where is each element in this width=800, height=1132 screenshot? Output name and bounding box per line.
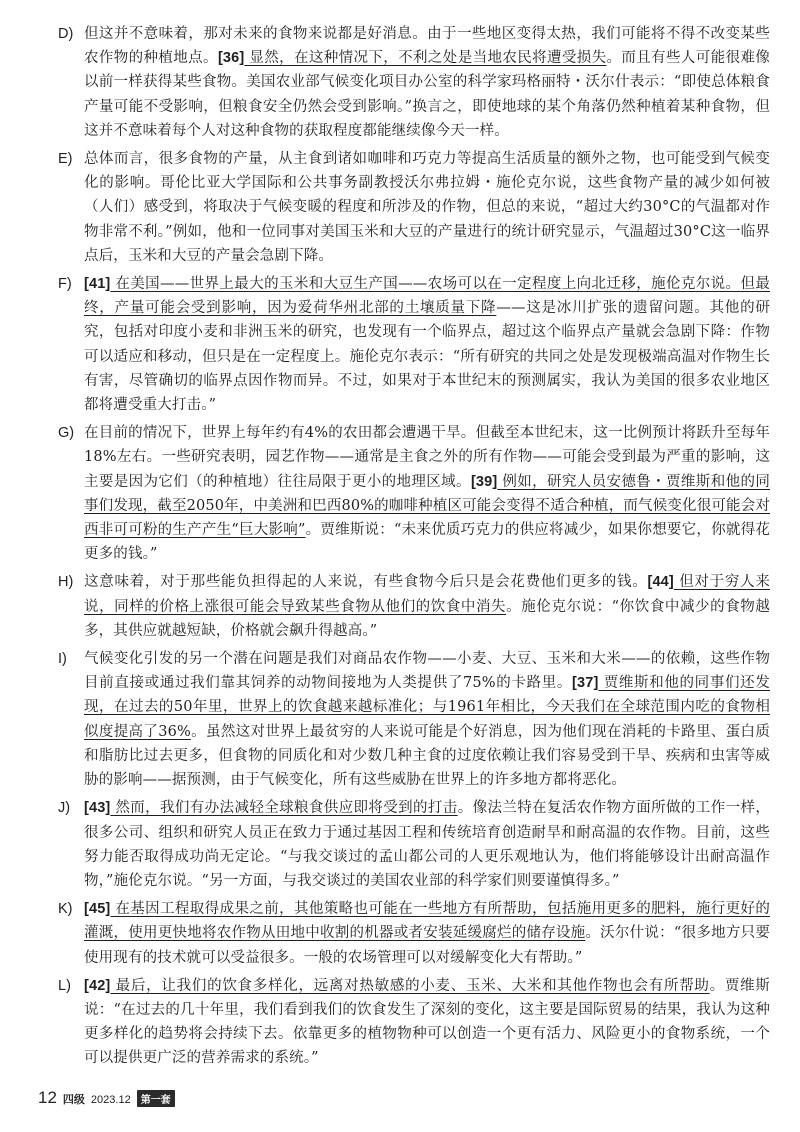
magazine-name: 四级 [62,1094,85,1106]
paragraph [58,22,770,143]
paragraph-label: H) [58,574,74,591]
text-segment: 气候变化引发的另一个潜在问题是我们对商品农作物——小麦、大豆、玉米和大米——的依赖，这些作物目前直接或通过我们靠其饲养的动物间接地为人类提供了75%的卡路里。 [84,651,770,692]
paragraph-text [84,570,770,643]
paragraph-text [84,22,770,143]
underlined-sentence: 贾维斯和他的同事们还发现，在过去的50年里，世界上的饮食越来越标准化；与1961年相比，今天我们在全球范围内吃的食物相似度提高了36% [84,675,770,740]
page-number: 12 [38,1088,57,1107]
underlined-sentence: 最后，让我们的饮食多样化，远离对热敏感的小麦、玉米、大米和其他作物也会有所帮助 [110,977,710,994]
issue-badge: 第一套 [137,1090,175,1107]
question-tag: [43] [84,800,111,817]
paragraph [58,647,770,792]
text-segment: 。贾维斯说：“未来优质巧克力的供应将减少，如果你想要它，你就得花更多的钱。” [84,522,770,563]
paragraph-text [84,272,770,417]
paragraph-text [84,421,770,566]
paragraph-text [84,796,770,893]
paragraph-label: K) [58,901,73,918]
underlined-sentence: 在基因工程取得成果之前，其他策略也可能在一些地方有所帮助，包括施用更多的肥料，施行更好的灌溉，使用更快地将农作物从田地中收割的机器或者安装延缓腐烂的储存设施 [84,901,770,942]
text-segment: 。施伦克尔说：“你饮食中减少的食物越多，其供应就越短缺，价格就会飙升得越高。” [84,598,770,639]
question-tag: [42] [84,977,111,994]
text-segment: 。而且有些人可能很难像以前一样获得某些食物。美国农业部气候变化项目办公室的科学家玛格丽特・沃尔什表示：“即使总体粮食产量可能不受影响，但粮食安全仍然会受到影响。”换言之，即使地球的某个角落仍然种植着某种食物，但这并不意味着每个人对这种食物的获取程度都能继续像今天一样。 [84,50,770,139]
question-tag: [36] [217,50,245,67]
question-tag: [44] [647,574,674,591]
paragraph-text [84,647,770,792]
underlined-sentence: 然而，我们有办法减轻全球粮食供应即将受到的打击 [110,800,458,817]
page-footer [38,1088,175,1108]
paragraph [58,147,770,268]
paragraph-label: E) [58,151,73,168]
underlined-sentence: 例如，研究人员安德鲁・贾维斯和他的同事们发现，截至2050年，中美洲和巴西80%的咖啡种植区可能会变得不适合种植，而气候变化很可能会对西非可可粉的生产产生“巨大影响” [84,473,770,539]
paragraph-label: L) [58,977,71,994]
underlined-sentence: 但对于穷人来说，同样的价格上涨很可能会导致某些食物从他们的饮食中消失 [84,574,770,615]
paragraph [58,897,770,970]
paragraph-label: J) [58,800,71,817]
underlined-sentence: 显然，在这种情况下，不利之处是当地农民将遭受损失 [244,50,607,67]
text-segment: 。像法兰特在复活农作物方面所做的工作一样，很多公司、组织和研究人员正在致力于通过基因工程和传统培育创造耐旱和耐高温的农作物。目前，这些努力能否取得成功尚无定论。“与我交谈过的孟山都公司的人更乐观地认为，他们将能够设计出耐高温作物，”施伦克尔说。“另一方面，与我交谈过的美国农业部的科学家们则要谨慎得多。” [84,800,770,889]
issue-date: 2023.12 [90,1094,131,1106]
paragraph [58,974,770,1071]
paragraph [58,796,770,893]
paragraph [58,421,770,566]
paragraph-text [84,974,770,1071]
text-segment: ——这是冰川扩张的遗留问题。其他的研究，包括对印度小麦和非洲玉米的研究，也发现有一个临界点，超过这个临界点产量就会急剧下降：作物可以适应和移动，但只是在一定程度上。施伦克尔表示：“所有研究的共同之处是发现极端高温对作物生长有害，尽管确切的临界点因作物而异。不过，如果对于本世纪末的预测属实，我认为美国的很多农业地区都将遭受重大打击。” [84,300,770,414]
paragraph-label: F) [58,276,72,293]
document-page [58,22,770,1075]
paragraph-text [84,897,770,970]
question-tag: [45] [84,901,111,918]
text-segment: 。沃尔什说：“很多地方只要使用现有的技术就可以受益很多。一般的农场管理可以对缓解变化大有帮助。” [84,925,770,966]
text-segment: 。贾维斯说：“在过去的几十年里，我们看到我们的饮食发生了深刻的变化，这主要是国际贸易的结果，我认为这种更多样化的趋势将会持续下去。依靠更多的植物物种可以创造一个更有活力、风险更小的食物系统，一个可以提供更广泛的营养需求的系统。” [84,977,770,1067]
paragraph [58,272,770,417]
paragraph-label: I) [58,651,67,668]
paragraph-label: D) [58,26,74,42]
underlined-sentence: 在美国——世界上最大的玉米和大豆生产国——农场可以在一定程度上向北迁移，施伦克尔说。但最终，产量可能会受到影响，因为爱荷华州北部的土壤质量下降 [84,276,770,317]
text-segment: 。虽然这对世界上最贫穷的人来说可能是个好消息，因为他们现在消耗的卡路里、蛋白质和脂肪比过去更多，但食物的同质化和对少数几种主食的过度依赖让我们容易受到干旱、疾病和虫害等威胁的影响——据预测，由于气候变化，所有这些威胁在世界上的许多地方都将恶化。 [84,723,770,789]
text-segment: 总体而言，很多食物的产量，从主食到诸如咖啡和巧克力等提高生活质量的额外之物，也可能受到气候变化的影响。哥伦比亚大学国际和公共事务副教授沃尔弗拉姆・施伦克尔说，这些食物产量的减少如何被（人们）感受到，将取决于气候变暖的程度和所涉及的作物，但总的来说，“超过大约30°C的气温都对作物非常不利。”例如，他和一位同事对美国玉米和大豆的产量进行的统计研究显示，气温超过30°C这一临界点后，玉米和大豆的产量会急剧下降。 [84,151,770,264]
text-segment: 在目前的情况下，世界上每年约有4%的农田都会遭遇干旱。但截至本世纪末，这一比例预计将跃升至每年18%左右。一些研究表明，园艺作物——通常是主食之外的所有作物——可能会受到最为严重的影响，这主要是因为它们（的种植地）往往局限于更小的地理区域。 [84,425,770,490]
question-tag: [41] [84,276,111,293]
question-tag: [37] [572,675,599,692]
paragraph-text [84,147,770,268]
text-segment: 这意味着，对于那些能负担得起的人来说，有些食物今后只是会花费他们更多的钱。 [84,574,648,591]
question-tag: [39] [470,473,498,490]
text-segment: 但这并不意味着，那对未来的食物来说都是好消息。由于一些地区变得太热，我们可能将不得不改变某些农作物的种植地点。 [84,26,770,67]
paragraph [58,570,770,643]
paragraph-label: G) [58,425,75,442]
